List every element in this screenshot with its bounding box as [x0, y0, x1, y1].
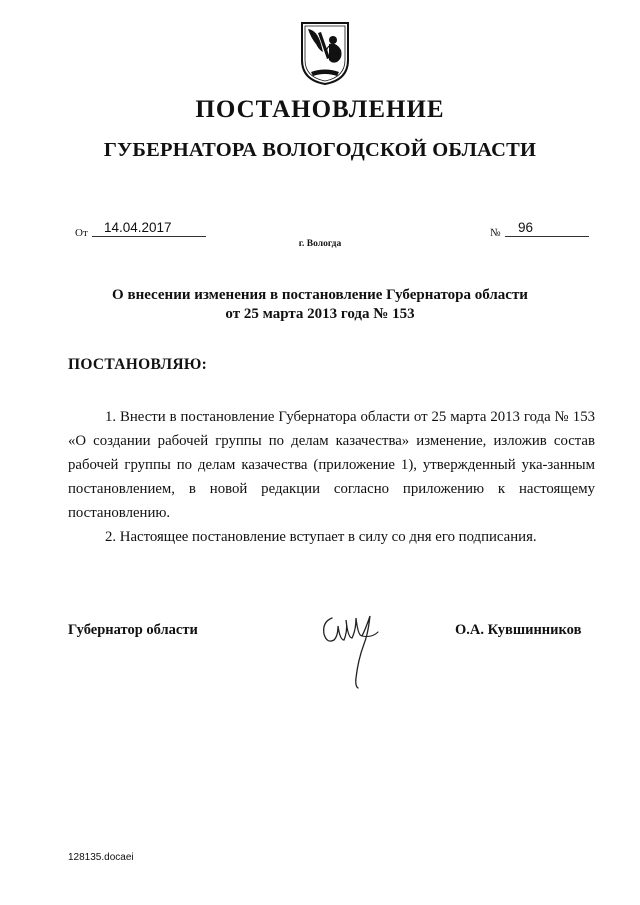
number-underline — [505, 236, 589, 237]
signatory-position: Губернатор области — [68, 622, 198, 638]
city-label: г. Вологда — [298, 239, 342, 249]
date-prefix: От — [75, 227, 88, 239]
document-subtitle: ГУБЕРНАТОРА ВОЛОГОДСКОЙ ОБЛАСТИ — [103, 139, 537, 161]
date-underline — [92, 236, 206, 237]
signature-image — [318, 600, 382, 690]
number-prefix: № — [490, 227, 501, 239]
document-body — [68, 405, 595, 549]
subject-line-1: О внесении изменения в постановление Губернатора области — [112, 287, 528, 303]
document-title: ПОСТАНОВЛЕНИЕ — [195, 96, 445, 123]
coat-of-arms-icon — [299, 20, 351, 86]
paragraph-2: 2. Настоящее постановление вступает в силу со дня его подписания. — [105, 529, 537, 545]
document-number: 96 — [518, 220, 534, 235]
subject-line-2: от 25 марта 2013 года № 153 — [225, 306, 415, 322]
document-date: 14.04.2017 — [104, 220, 172, 235]
footer-file-name: 128135.docaei — [68, 852, 134, 863]
signatory-name: О.А. Кувшинников — [455, 622, 582, 638]
decree-heading: ПОСТАНОВЛЯЮ: — [68, 356, 208, 373]
document-subject — [0, 286, 640, 324]
paragraph-1: 1. Внести в постановление Губернатора области от 25 марта 2013 года № 153 «О создании рабочей группы по делам казачества» изменение, изложив состав рабочей группы по делам казачества (приложение 1), утвержденный ука-занным постановлением, в новой редакции согласно приложению к настоящему постановлению. — [68, 409, 595, 521]
